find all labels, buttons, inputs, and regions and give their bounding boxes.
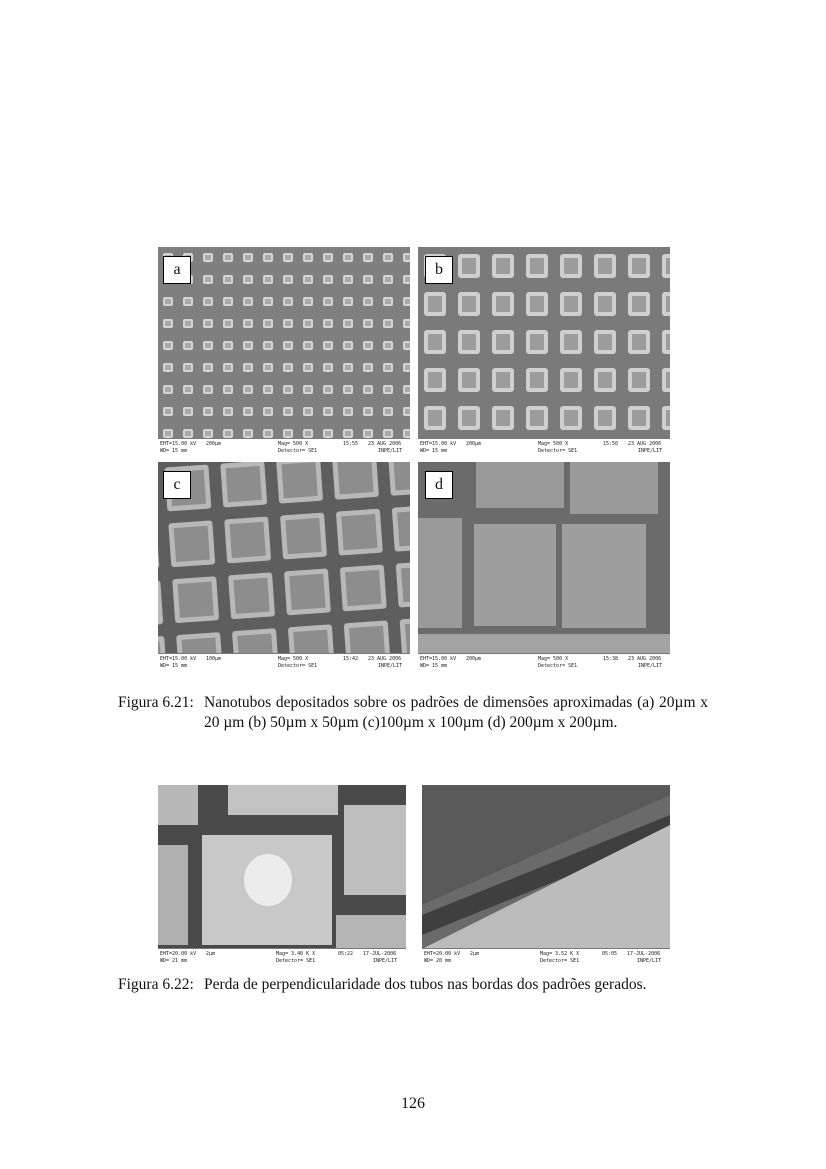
sem-info-bar [158,653,410,672]
caption-label: Figura 6.21: [118,694,194,711]
sem-info-text: INPE/LIT [373,958,398,964]
sem-info-text: EHT=15.00 kV [420,441,457,447]
sem-info-text: INPE/LIT [638,448,663,454]
sem-info-text: WD= 15 mm [160,448,188,454]
sem-info-text: 23 AUG 2006 [628,656,662,662]
sem-info-text: Mag= 500 X [278,656,309,662]
sem-info-text: Detector= SE1 [278,663,318,669]
caption-text: Perda de perpendicularidade dos tubos nas bordas dos padrões gerados. [204,976,647,993]
sem-info-text: 2µm [470,951,480,957]
sem-info-text: Detector= SE1 [538,663,578,669]
micropattern-grid-d [418,462,670,654]
sem-info-text: EHT=20.00 kV [424,951,461,957]
sem-image-d [418,462,670,672]
sem-info-bar [418,653,670,672]
caption-label: Figura 6.22: [118,976,194,993]
sem-info-text: INPE/LIT [638,663,663,669]
sem-image-tubes-top-view [158,785,406,967]
figure-caption-6-22 [118,975,718,997]
sem-info-text: INPE/LIT [378,663,403,669]
page-number: 126 [401,1095,425,1112]
sem-info-text: Mag= 3.52 K X [540,951,580,957]
sem-info-text: WD= 15 mm [420,663,448,669]
sem-info-text: WD= 21 mm [160,958,188,964]
sem-info-text: 15:38 [603,656,619,662]
micropattern-grid-c [158,462,410,654]
sem-image-tubes-edge-view [422,785,670,967]
sem-info-bar [158,438,410,457]
sem-info-text: WD= 15 mm [160,663,188,669]
sem-info-text: EHT=15.00 kV [160,656,197,662]
sem-info-text: 15:55 [343,441,359,447]
sem-image-b [418,247,670,457]
sem-info-text: 15:42 [343,656,359,662]
sem-info-text: WD= 15 mm [420,448,448,454]
sem-info-text: 23 AUG 2006 [628,441,662,447]
micropattern-grid-b [418,247,670,439]
sem-info-text: 23 AUG 2006 [368,656,402,662]
sem-info-text: Mag= 500 X [278,441,309,447]
nanotube-pattern-closeup [158,785,406,949]
sem-image-a [158,247,410,457]
micropattern-grid-a [158,247,410,439]
sem-info-text: Mag= 3.40 K X [276,951,316,957]
sem-info-text: INPE/LIT [637,958,662,964]
sem-info-text: 15:50 [603,441,619,447]
sem-info-text: 23 AUG 2006 [368,441,402,447]
sem-info-text: 100µm [206,656,222,662]
sem-info-text: 200µm [466,441,482,447]
panel-label-b: b [425,256,453,284]
sem-info-text: 05:22 [338,951,354,957]
sem-info-bar [422,948,670,967]
nanotube-edge-closeup [422,785,670,949]
panel-label-c: c [163,471,191,499]
sem-info-text: Detector= SE1 [540,958,580,964]
sem-info-text: 17-JUL-2006 [363,951,397,957]
sem-info-text: WD= 20 mm [424,958,452,964]
sem-info-text: 05:05 [602,951,618,957]
sem-info-text: Detector= SE1 [276,958,316,964]
sem-info-text: 17-JUL-2006 [627,951,661,957]
panel-label-d: d [425,471,453,499]
sem-info-text: 200µm [466,656,482,662]
sem-info-text: Mag= 500 X [538,441,569,447]
sem-info-text: 200µm [206,441,222,447]
panel-label-a: a [163,256,191,284]
sem-info-text: EHT=15.00 kV [160,441,197,447]
sem-image-c [158,462,410,672]
sem-info-text: INPE/LIT [378,448,403,454]
figure-caption-6-21 [118,693,708,757]
sem-info-bar [418,438,670,457]
sem-info-text: 2µm [206,951,216,957]
sem-info-bar [158,948,406,967]
caption-text: Nanotubos depositados sobre os padrões de dimensões aproximadas (a) 20µm x 20 µm (b) 50µm x 50µm (c)100µm x 100µm (d) 200µm x 200µm. [204,694,708,731]
sem-info-text: Detector= SE1 [538,448,578,454]
sem-info-text: Mag= 500 X [538,656,569,662]
sem-info-text: EHT=20.00 kV [160,951,197,957]
sem-info-text: Detector= SE1 [278,448,318,454]
sem-info-text: EHT=15.00 kV [420,656,457,662]
